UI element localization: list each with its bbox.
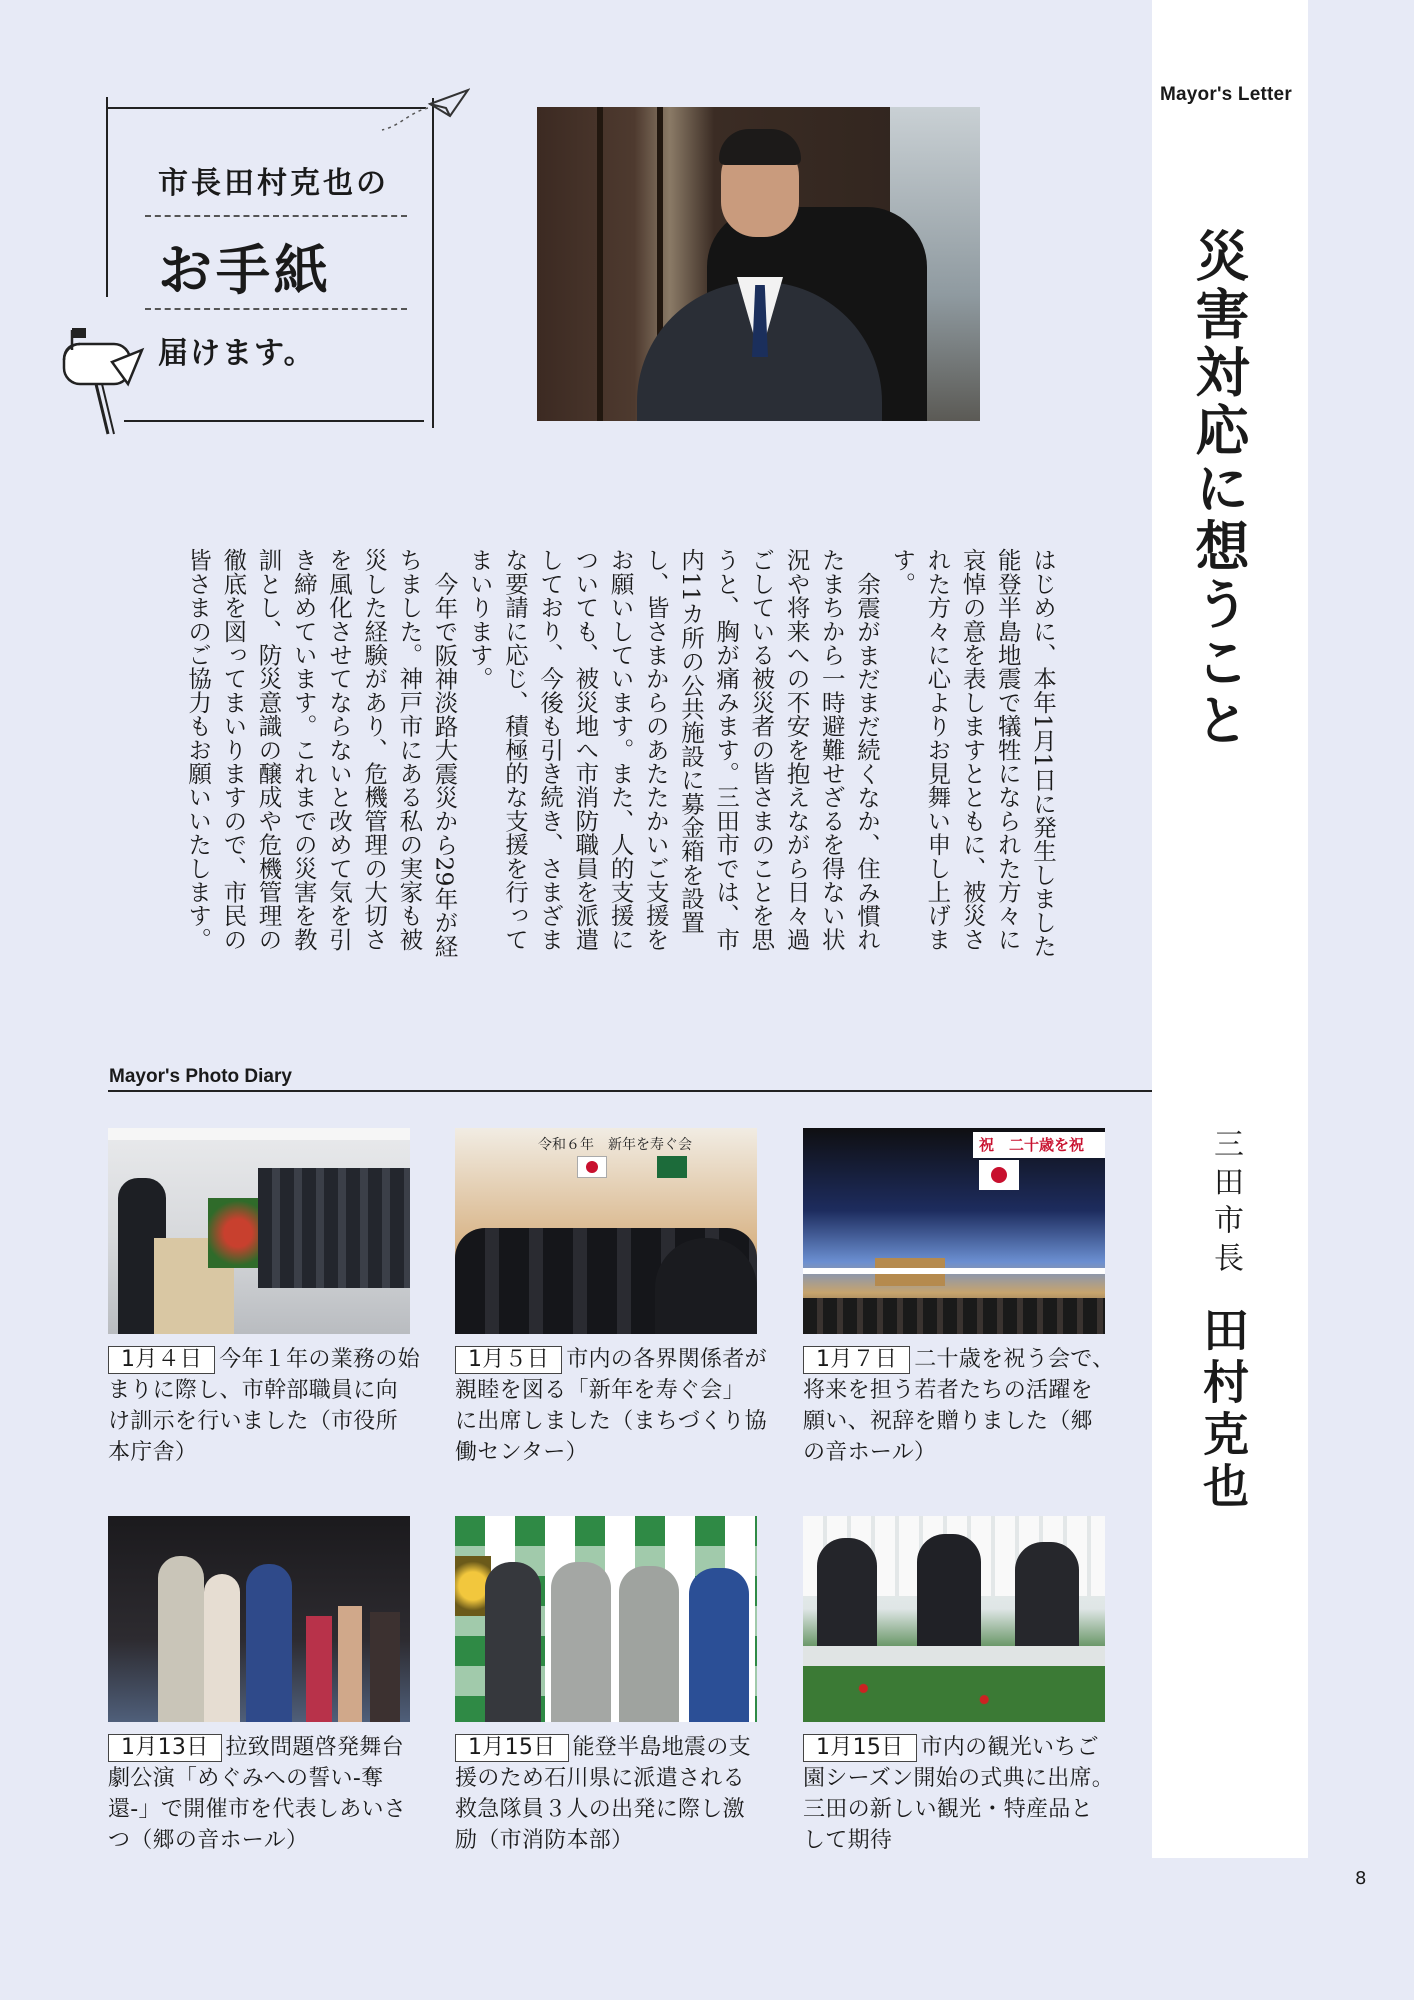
diary-caption xyxy=(108,1344,420,1468)
diary-caption xyxy=(455,1732,767,1856)
letter-paragraph: 余震がまだまだ続くなか、住み慣れたまちから一時避難せざるを得ない状況や将来への不安を抱えながら日々過ごしている被災者の皆さまのことを思うと、胸が痛みます。三田市では、市内11カ所の公共施設に募金箱を設置し、皆さまからのあたたかいご支援をお願いしています。また、人的支援についても、被災地へ市消防職員を派遣しており、今後も引き続き、さまざまな要請に応じ、積極的な支援を行ってまいります。 xyxy=(465,548,881,951)
diary-date: 1月４日 xyxy=(108,1346,215,1374)
diary-date: 1月15日 xyxy=(803,1734,917,1762)
card-heading-deliver: 届けます。 xyxy=(158,336,316,371)
diary-label: Mayor's Photo Diary xyxy=(109,1066,292,1087)
letter-paragraph: はじめに、本年1月1日に発生しました能登半島地震で犠牲になられた方々に哀悼の意を表しますとともに、被災された方々に心よりお見舞い申し上げます。 xyxy=(888,548,1057,958)
section-label: Mayor's Letter xyxy=(1160,84,1292,105)
card-heading-mayor: 市長田村克也の xyxy=(158,166,389,201)
mailbox-icon xyxy=(58,322,158,442)
diary-date: 1月15日 xyxy=(455,1734,569,1762)
diary-photo xyxy=(803,1516,1105,1722)
diary-text: 能登半島地震の支援のため石川県に派遣される救急隊員３人の出発に際し激励（市消防本部） xyxy=(455,1735,751,1853)
letter-headline: 災害対応に想うこと xyxy=(1187,228,1251,750)
paper-plane-icon xyxy=(380,86,470,146)
photo-sign: 令和６年 新年を寿ぐ会 xyxy=(538,1137,692,1153)
diary-text: 市内の各界関係者が親睦を図る「新年を寿ぐ会」に出席しました（まちづくり協働センター） xyxy=(455,1347,767,1465)
diary-text: 今年１年の業務の始まりに際し、市幹部職員に向け訓示を行いました（市役所本庁舎） xyxy=(108,1347,420,1465)
dashed-divider xyxy=(145,308,407,310)
photo-sign: 祝 二十歳を祝 xyxy=(973,1132,1105,1158)
signature-name: 田村克也 xyxy=(1196,1306,1250,1514)
diary-caption xyxy=(803,1732,1115,1856)
diary-text: 二十歳を祝う会で、将来を担う若者たちの活躍を願い、祝辞を贈りました（郷の音ホール） xyxy=(803,1347,1115,1465)
card-heading-letter: お手紙 xyxy=(158,239,332,302)
letter-paragraph: 今年で阪神淡路大震災から29年が経ちました。神戸市にある私の実家も被災した経験があり、危機管理の大切さを風化させてならないと改めて気を引き締めています。これまでの災害を教訓とし、防災意識の醸成や危機管理の徹底を図ってまいりますので、市民の皆さまのご協力もお願いいたします。 xyxy=(184,548,459,958)
diary-date: 1月７日 xyxy=(803,1346,910,1374)
mayor-portrait-photo xyxy=(537,107,980,421)
card-border-left xyxy=(106,97,108,297)
diary-photo xyxy=(108,1516,410,1722)
dashed-divider xyxy=(145,215,407,217)
card-border-top xyxy=(106,107,426,109)
diary-date: 1月13日 xyxy=(108,1734,222,1762)
signature-title: 三田市長 xyxy=(1208,1128,1243,1280)
diary-date: 1月５日 xyxy=(455,1346,562,1374)
page-number: 8 xyxy=(1355,1868,1367,1889)
card-border-right xyxy=(432,98,434,428)
diary-caption xyxy=(455,1344,767,1468)
letter-body xyxy=(110,548,1060,968)
diary-caption xyxy=(803,1344,1115,1468)
diary-photo xyxy=(108,1128,410,1334)
diary-photo xyxy=(455,1128,757,1334)
card-border-bottom xyxy=(124,420,424,422)
diary-caption xyxy=(108,1732,420,1856)
diary-photo xyxy=(803,1128,1105,1334)
diary-divider xyxy=(108,1090,1152,1092)
diary-photo xyxy=(455,1516,757,1722)
diary-text: 拉致問題啓発舞台劇公演「めぐみへの誓い‐奪還‐」で開催市を代表しあいさつ（郷の音ホール） xyxy=(108,1735,407,1853)
diary-text: 市内の観光いちご園シーズン開始の式典に出席。三田の新しい観光・特産品として期待 xyxy=(803,1735,1115,1853)
